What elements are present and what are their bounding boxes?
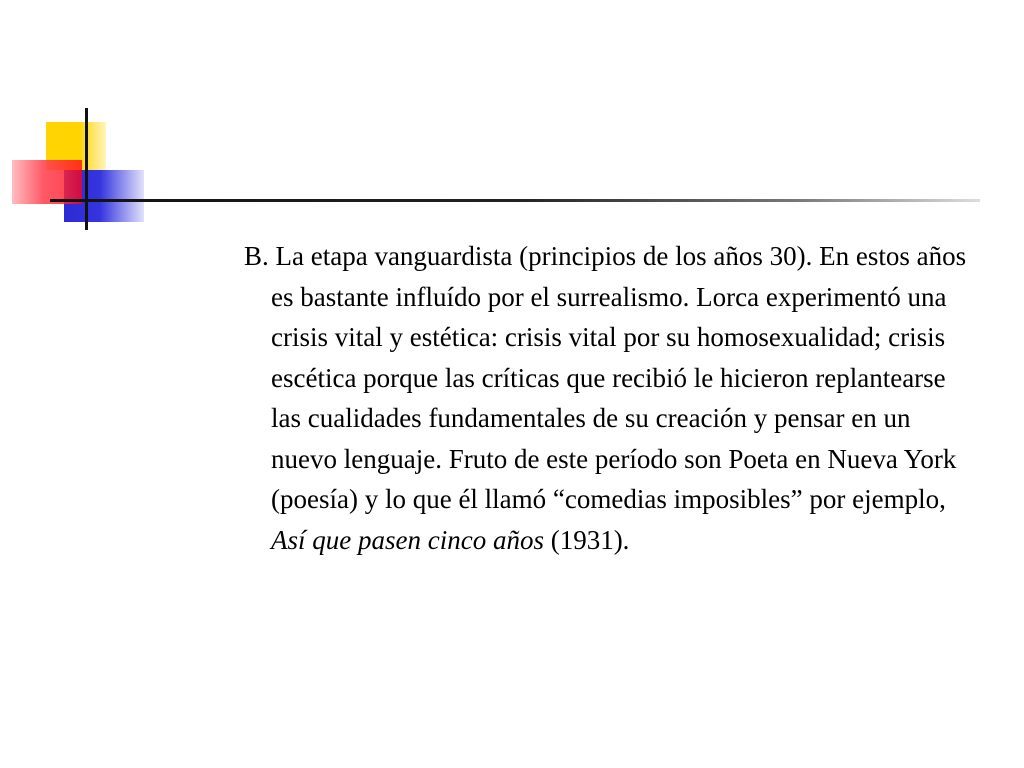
- corner-decoration: [0, 0, 1024, 240]
- italic-work-title: Así que pasen cinco años: [271, 524, 544, 555]
- horizontal-rule: [50, 199, 980, 202]
- paragraph-text: B. La etapa vanguardista (principios de los años 30). En estos años es bastante influído por el surrealismo. Lorca experimentó una crisis vital y estética: crisis vital por su homosexualidad; crisis escética porque las críticas que recibió le hicieron replantearse las cualidades fundamentales de su creación y pensar en un nuevo lenguaje. Fruto de este período son Poeta en Nueva York (poesía) y lo que él llamó “comedias imposibles” por ejemplo,: [244, 241, 967, 514]
- red-square-decoration: [12, 160, 82, 204]
- vertical-rule: [85, 108, 88, 230]
- paragraph-tail: (1931).: [543, 524, 630, 555]
- slide-body: [244, 236, 979, 560]
- body-paragraph: [244, 236, 979, 560]
